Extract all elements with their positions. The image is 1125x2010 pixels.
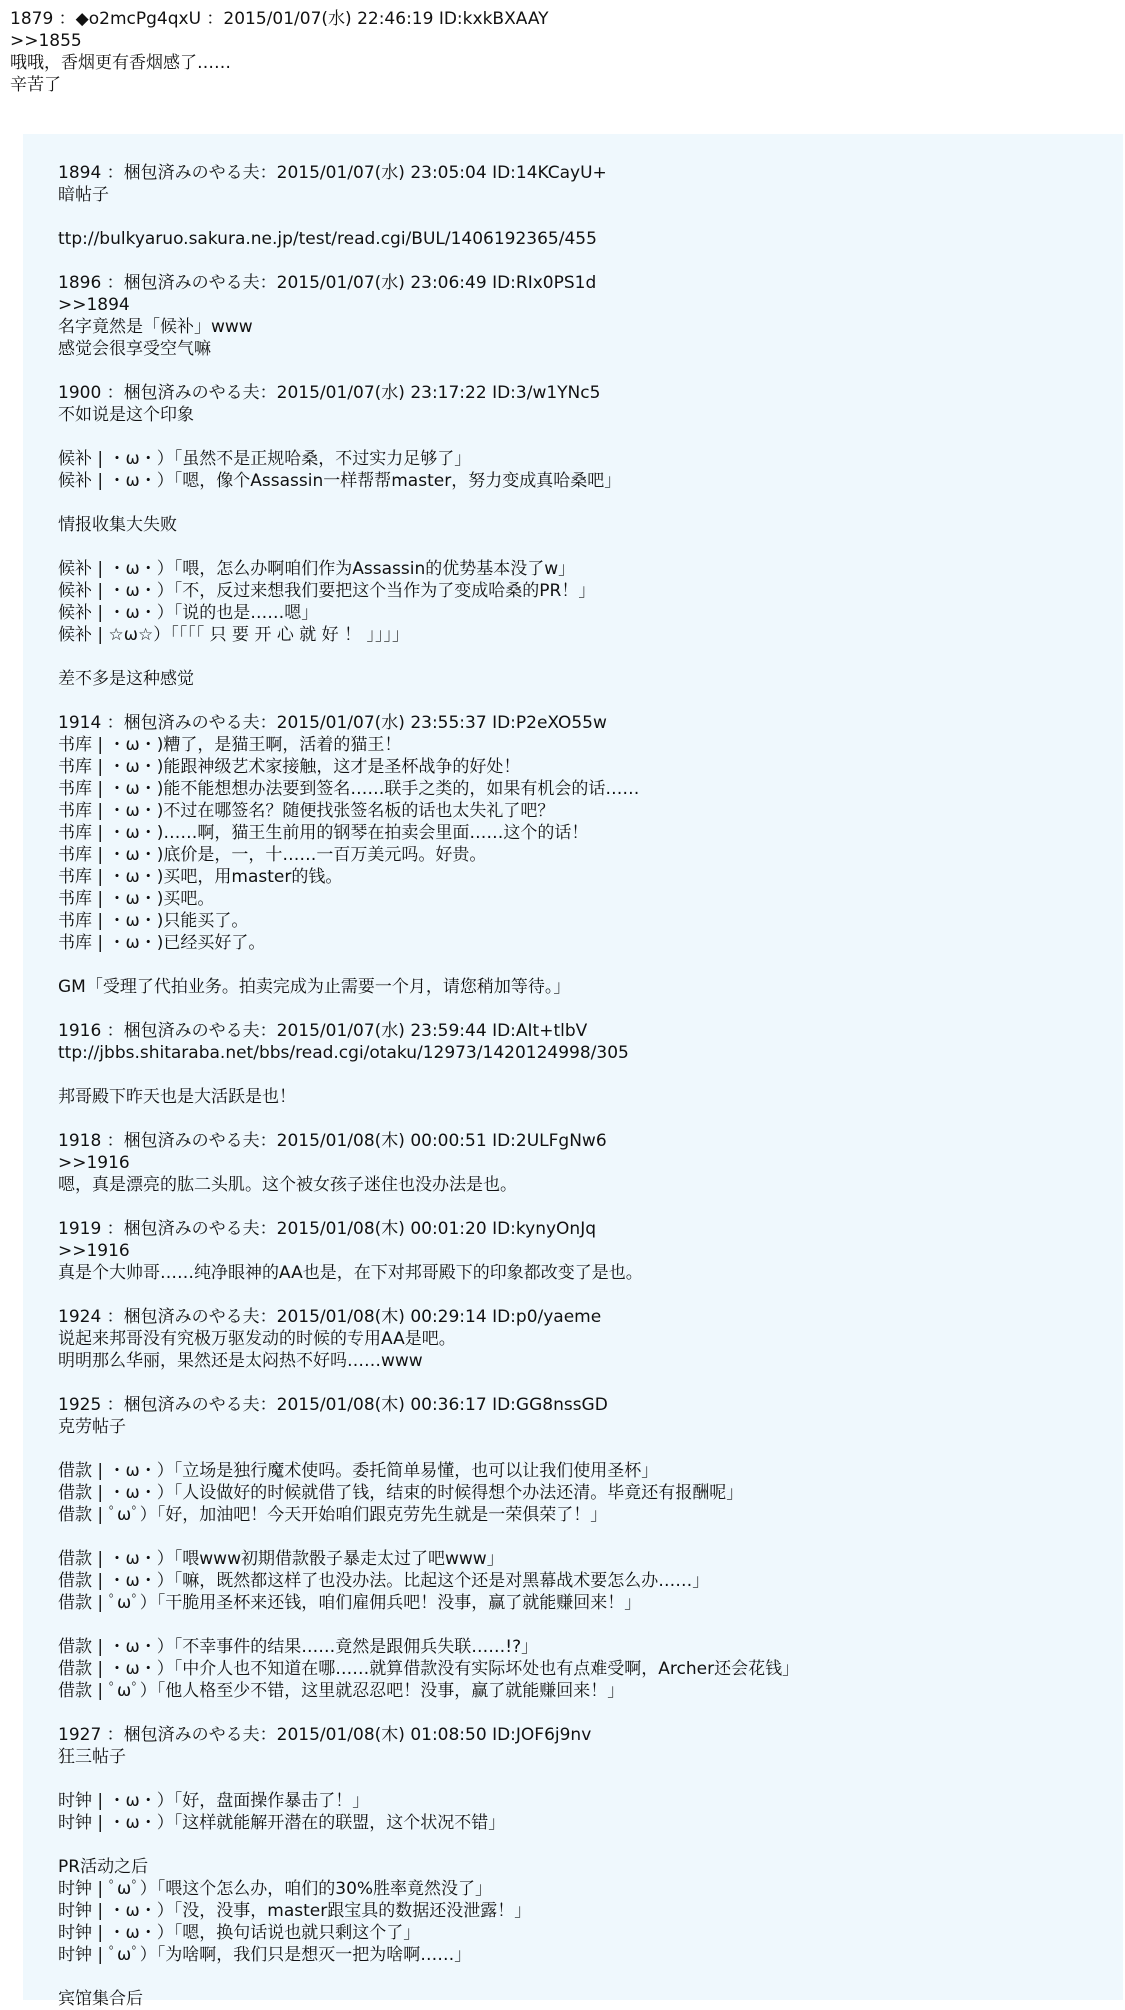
post-line: 借款 | ﾟωﾟ）「干脆用圣杯来还钱，咱们雇佣兵吧！没事，赢了就能赚回来！」 [58, 1593, 642, 1613]
post-line: 借款 | ・ω・）「中介人也不知道在哪……就算借款没有实际坏处也有点难受啊，Archer还会花钱」 [58, 1659, 800, 1679]
post-separator [58, 1284, 1123, 1306]
blank-line [58, 1768, 1123, 1790]
quoted-post [58, 712, 1123, 998]
post-line: 候补 | ・ω・）「喂，怎么办啊咱们作为Assassin的优势基本没了w」 [58, 559, 576, 579]
blank-line [58, 646, 1123, 668]
post-line: 邦哥殿下昨天也是大活跃是也！ [58, 1087, 296, 1107]
quoted-post [58, 1130, 1123, 1196]
blank-line [58, 492, 1123, 514]
post-line: 借款 | ・ω・）「喂www初期借款骰子暴走太过了吧www」 [58, 1549, 504, 1569]
post-line: 候补 | ・ω・）「嗯，像个Assassin一样帮帮master，努力变成真哈桑吧」 [58, 471, 622, 491]
post-line: 候补 | ・ω・）「不，反过来想我们要把这个当作为了变成哈桑的PR！」 [58, 581, 596, 601]
post-line: 明明那么华丽，果然还是太闷热不好吗……www [58, 1351, 423, 1371]
post-line: 书库 | ・ω・)糟了，是猫王啊，活着的猫王！ [58, 735, 402, 755]
post-line: 时钟 | ﾟωﾟ）「为啥啊，我们只是想灭一把为啥啊……」 [58, 1945, 472, 1965]
post-url[interactable]: ttp://jbbs.shitaraba.net/bbs/read.cgi/otaku/12973/1420124998/305 [58, 1043, 629, 1063]
post-line: 书库 | ・ω・)买吧，用master的钱。 [58, 867, 343, 887]
quoted-post [58, 1724, 1123, 2010]
post-line: 真是个大帅哥……纯净眼神的AA也是，在下对邦哥殿下的印象都改变了是也。 [58, 1263, 643, 1283]
post-line: 候补 | ・ω・）「说的也是……嗯」 [58, 603, 319, 623]
post-header: 1914 ：梱包済みのやる夫：2015/01/07(水) 23:55:37 ID:P2eXO55w [58, 713, 607, 733]
blank-line [58, 1438, 1123, 1460]
post-line: 书库 | ・ω・)能跟神级艺术家接触，这才是圣杯战争的好处！ [58, 757, 521, 777]
post-header: 1919 ：梱包済みのやる夫：2015/01/08(木) 00:01:20 ID:kynyOnJq [58, 1219, 596, 1239]
quoted-post [58, 272, 1123, 360]
post-line: 时钟 | ・ω・）「好，盘面操作暴击了！」 [58, 1791, 370, 1811]
post-line: 书库 | ・ω・)买吧。 [58, 889, 215, 909]
post-line: 借款 | ・ω・）「嘛，既然都这样了也没办法。比起这个还是对黑幕战术要怎么办……」 [58, 1571, 710, 1591]
post-line: 情报收集大失败 [58, 515, 177, 535]
reply-link[interactable]: >>1916 [58, 1153, 130, 1173]
post-line: 时钟 | ・ω・）「这样就能解开潜在的联盟，这个状况不错」 [58, 1813, 506, 1833]
blank-line [58, 1614, 1123, 1636]
blank-line [58, 1064, 1123, 1086]
post-line: 哦哦，香烟更有香烟感了…… [10, 53, 231, 73]
quoted-post [58, 382, 1123, 690]
reply-link[interactable]: >>1894 [58, 295, 130, 315]
blank-line [58, 426, 1123, 448]
post-line: 时钟 | ・ω・）「嗯，换句话说也就只剩这个了」 [58, 1923, 421, 1943]
post-line: 借款 | ﾟωﾟ）「好，加油吧！今天开始咱们跟克劳先生就是一荣俱荣了！」 [58, 1505, 608, 1525]
post-line: 书库 | ・ω・)只能买了。 [58, 911, 249, 931]
post-line: 辛苦了 [10, 75, 61, 95]
post-line: 书库 | ・ω・)……啊，猫王生前用的钢琴在拍卖会里面……这个的话！ [58, 823, 589, 843]
post-separator [58, 1372, 1123, 1394]
post-line: 暗帖子 [58, 185, 109, 205]
quoted-post [58, 1394, 1123, 1702]
post-line: 借款 | ・ω・）「人设做好的时候就借了钱，结束的时候得想个办法还清。毕竟还有报酬呢」 [58, 1483, 744, 1503]
post-line: GM「受理了代拍业务。拍卖完成为止需要一个月，请您稍加等待。」 [58, 977, 571, 997]
blank-line [58, 1966, 1123, 1988]
post-header: 1927 ：梱包済みのやる夫：2015/01/08(木) 01:08:50 ID:JOF6j9nv [58, 1725, 592, 1745]
post-separator [58, 1108, 1123, 1130]
post-line: 借款 | ・ω・）「不幸事件的结果……竟然是跟佣兵失联……!?」 [58, 1637, 539, 1657]
reply-link[interactable]: >>1855 [10, 31, 82, 51]
post-header: 1916 ：梱包済みのやる夫：2015/01/07(水) 23:59:44 ID:AIt+tlbV [58, 1021, 588, 1041]
post-line: 候补 | ☆ω☆）「「「「 只 要 开 心 就 好 ！ 」」」」 [58, 625, 409, 645]
blank-line [58, 954, 1123, 976]
post-line: 候补 | ・ω・）「虽然不是正规哈桑，不过实力足够了」 [58, 449, 472, 469]
post-separator [58, 1702, 1123, 1724]
top-post [10, 8, 1115, 96]
post-line: 借款 | ・ω・）「立场是独行魔术使吗。委托简单易懂，也可以让我们使用圣杯」 [58, 1461, 659, 1481]
post-line: 借款 | ﾟωﾟ）「他人格至少不错，这里就忍忍吧！没事，赢了就能赚回来！」 [58, 1681, 625, 1701]
post-line: 说起来邦哥没有究极万驱发动的时候的专用AA是吧。 [58, 1329, 456, 1349]
post-separator [58, 690, 1123, 712]
post-line: 不如说是这个印象 [58, 405, 194, 425]
post-header: 1925 ：梱包済みのやる夫：2015/01/08(木) 00:36:17 ID:GG8nssGD [58, 1395, 608, 1415]
post-separator [58, 360, 1123, 382]
blank-line [58, 206, 1123, 228]
reply-link[interactable]: >>1916 [58, 1241, 130, 1261]
post-header: 1879 ：◆o2mcPg4qxU ：2015/01/07(水) 22:46:19 ID:kxkBXAAY [10, 9, 549, 29]
post-line: 书库 | ・ω・)已经买好了。 [58, 933, 266, 953]
blank-line [58, 1834, 1123, 1856]
post-line: 书库 | ・ω・)能不能想想办法要到签名……联手之类的，如果有机会的话…… [58, 779, 640, 799]
post-line: 克劳帖子 [58, 1417, 126, 1437]
post-line: 差不多是这种感觉 [58, 669, 194, 689]
post-url[interactable]: ttp://bulkyaruo.sakura.ne.jp/test/read.cgi/BUL/1406192365/455 [58, 229, 597, 249]
blank-line [58, 536, 1123, 558]
post-line: 嗯，真是漂亮的肱二头肌。这个被女孩子迷住也没办法是也。 [58, 1175, 517, 1195]
quoted-post [58, 1306, 1123, 1372]
post-header: 1918 ：梱包済みのやる夫：2015/01/08(木) 00:00:51 ID:2ULFgNw6 [58, 1131, 607, 1151]
post-header: 1896 ：梱包済みのやる夫：2015/01/07(水) 23:06:49 ID:RIx0PS1d [58, 273, 597, 293]
quoted-post [58, 1218, 1123, 1284]
post-line: 书库 | ・ω・)不过在哪签名？随便找张签名板的话也太失礼了吧？ [58, 801, 555, 821]
post-separator [58, 250, 1123, 272]
post-separator [58, 1196, 1123, 1218]
post-line: 书库 | ・ω・)底价是，一，十……一百万美元吗。好贵。 [58, 845, 487, 865]
post-line: 感觉会很享受空气嘛 [58, 339, 211, 359]
quoted-posts-box [23, 134, 1123, 2009]
post-header: 1900 ：梱包済みのやる夫：2015/01/07(水) 23:17:22 ID:3/w1YNc5 [58, 383, 601, 403]
post-line: 名字竟然是「候补」www [58, 317, 253, 337]
blank-line [58, 1526, 1123, 1548]
post-line: 狂三帖子 [58, 1747, 126, 1767]
quoted-post [58, 1020, 1123, 1108]
post-line: 时钟 | ・ω・）「没，没事，master跟宝具的数据还没泄露！」 [58, 1901, 532, 1921]
post-header: 1894 ：梱包済みのやる夫：2015/01/07(水) 23:05:04 ID:14KCayU+ [58, 163, 607, 183]
post-line: PR活动之后 [58, 1857, 149, 1877]
post-line: 宾馆集合后 [58, 1989, 143, 2009]
post-header: 1924 ：梱包済みのやる夫：2015/01/08(木) 00:29:14 ID:p0/yaeme [58, 1307, 602, 1327]
quoted-post [58, 162, 1123, 250]
post-separator [58, 998, 1123, 1020]
post-line: 时钟 | ﾟωﾟ）「喂这个怎么办，咱们的30%胜率竟然没了」 [58, 1879, 493, 1899]
